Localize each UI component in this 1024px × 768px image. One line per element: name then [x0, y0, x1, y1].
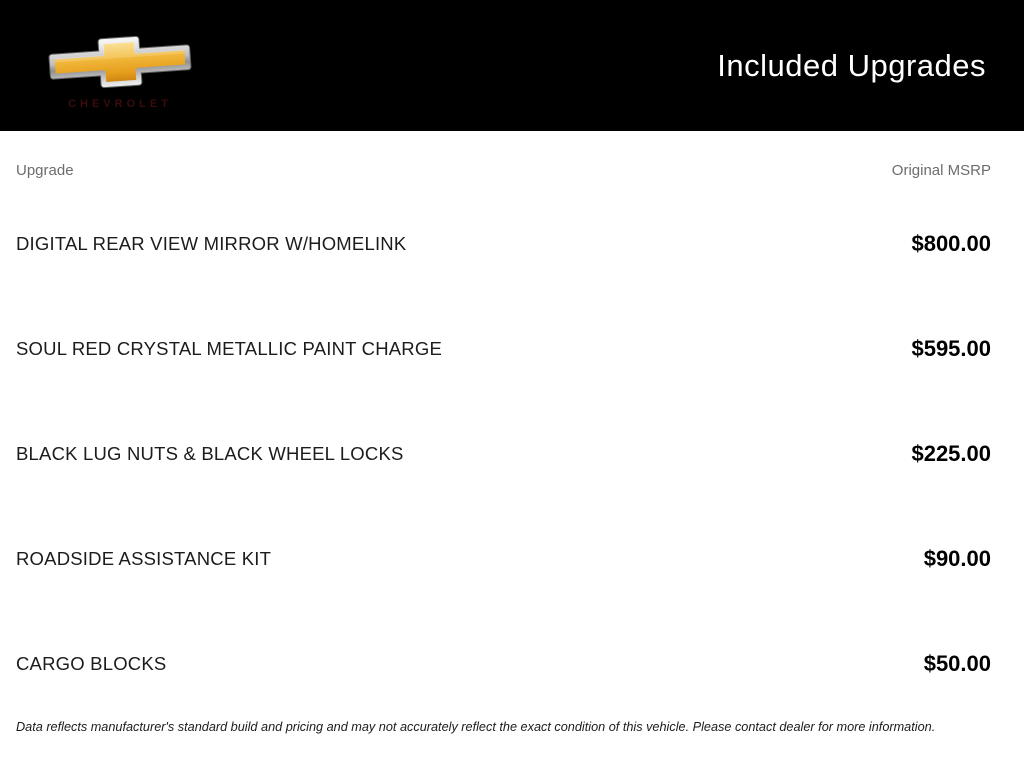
table-row [0, 506, 1024, 611]
upgrade-price: $595.00 [911, 335, 991, 361]
disclaimer-text: Data reflects manufacturer's standard build and pricing and may not accurately reflect the exact condition of this vehicle. Please contact dealer for more information. [16, 720, 936, 734]
table-row [0, 611, 1024, 716]
upgrade-name: CARGO BLOCKS [16, 652, 167, 674]
brand-name: CHEVROLET [68, 97, 172, 110]
table-row [0, 296, 1024, 401]
brand-logo-block [45, 28, 195, 110]
upgrade-name: DIGITAL REAR VIEW MIRROR W/HOMELINK [16, 232, 407, 254]
upgrade-price: $90.00 [923, 545, 991, 571]
page-header [0, 0, 1024, 131]
upgrade-name: SOUL RED CRYSTAL METALLIC PAINT CHARGE [16, 337, 442, 359]
upgrade-price: $800.00 [911, 230, 991, 256]
table-row [0, 191, 1024, 296]
upgrade-price: $50.00 [923, 650, 991, 676]
upgrade-name: ROADSIDE ASSISTANCE KIT [16, 547, 272, 569]
chevrolet-bowtie-icon [45, 28, 195, 96]
upgrade-price: $225.00 [911, 440, 991, 466]
table-column-headers [0, 131, 1024, 191]
upgrade-name: BLACK LUG NUTS & BLACK WHEEL LOCKS [16, 442, 404, 464]
column-header-msrp: Original MSRP [891, 162, 991, 179]
column-header-upgrade: Upgrade [16, 162, 74, 179]
page-title: Included Upgrades [717, 47, 986, 83]
table-row [0, 401, 1024, 506]
upgrades-list [0, 191, 1024, 716]
